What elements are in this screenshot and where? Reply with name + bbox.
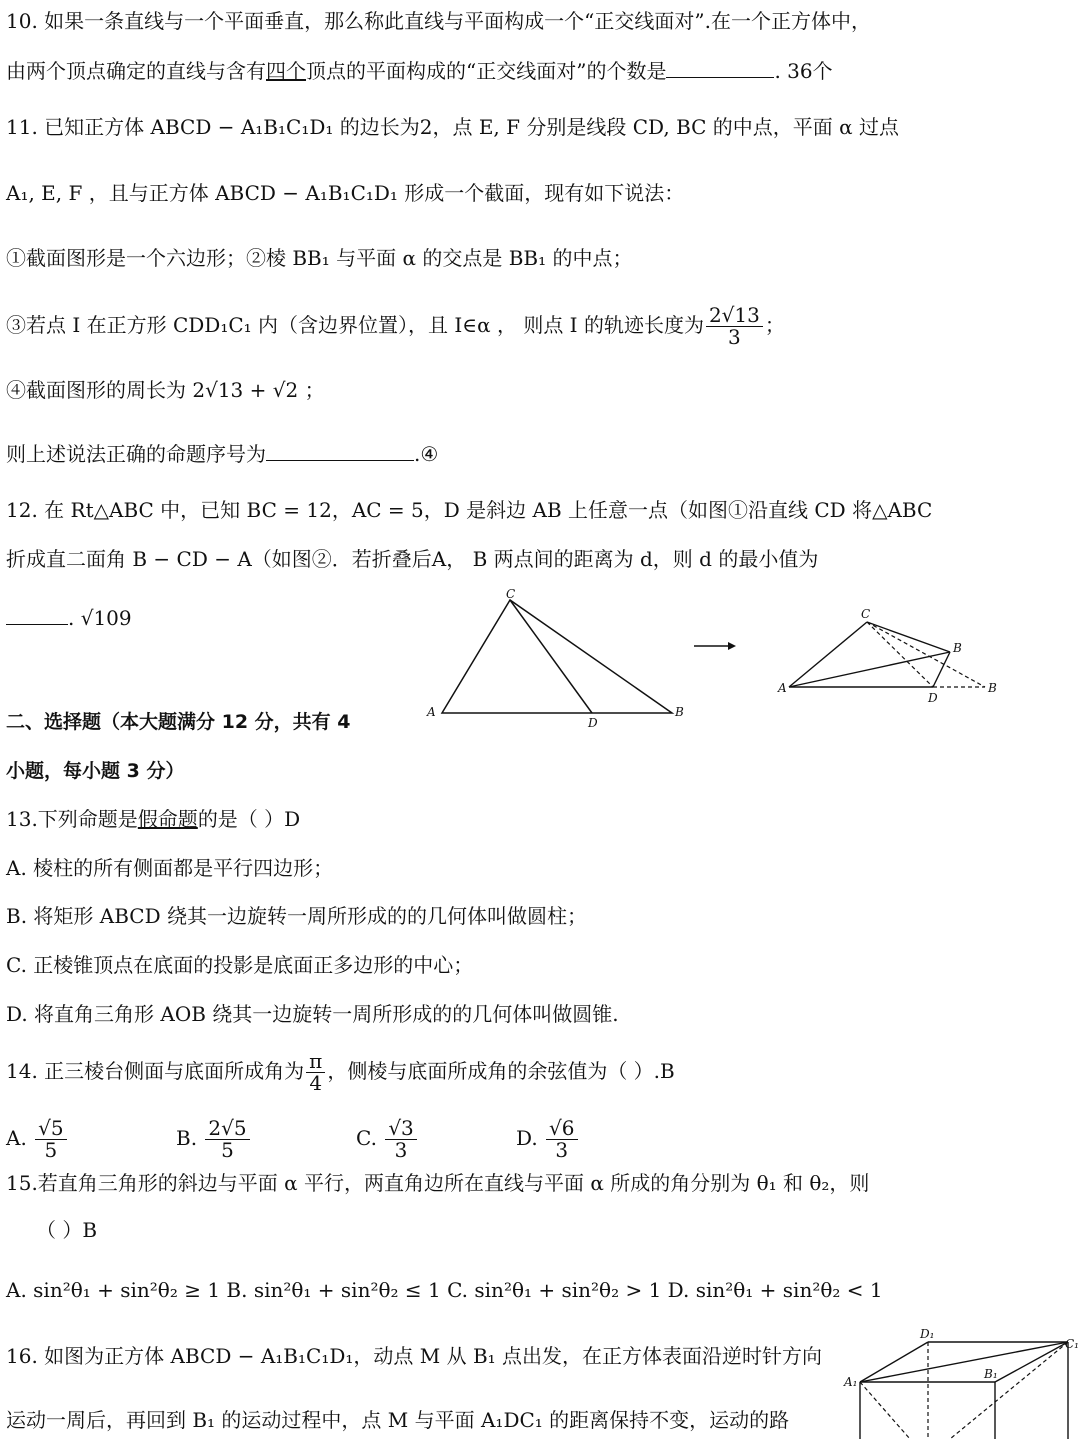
q11-statement-3-text: ③若点 I 在正方形 CDD₁C₁ 内（含边界位置），且 I∈α ， 则点 I 的轨迹长度为 xyxy=(6,313,704,337)
q15-line2: （ ）B xyxy=(36,1218,98,1242)
label-b1: B₁ xyxy=(984,1367,998,1381)
q14-option-c-label: C. xyxy=(356,1126,377,1150)
q14-option-c-num: √3 xyxy=(385,1118,416,1140)
edge-ca xyxy=(789,622,867,687)
q14-option-b-label: B. xyxy=(176,1126,198,1150)
section-2-heading-line1: 二、选择题（本大题满分 12 分，共有 4 xyxy=(6,711,351,733)
q10-answer: . 36个 xyxy=(774,59,833,83)
q10-line2 xyxy=(6,56,833,86)
diagonal-a1d-hidden xyxy=(860,1382,910,1439)
edge-ab xyxy=(789,652,950,687)
q12-figure-1 xyxy=(420,588,690,733)
q11-line1: 11. 已知正方体 ABCD − A₁B₁C₁D₁ 的边长为2，点 E, F 分别是线段 CD, BC 的中点，平面 α 过点 xyxy=(6,115,900,139)
diagonal-c1d-hidden xyxy=(950,1342,1068,1439)
q13-option-d: D. 将直角三角形 AOB 绕其一边旋转一周所形成的的几何体叫做圆锥. xyxy=(6,1002,619,1026)
q14-option-c xyxy=(356,1110,516,1166)
q11-fraction-numerator: 2√13 xyxy=(706,305,763,327)
q14-option-d-den: 3 xyxy=(555,1138,569,1162)
q13-stem-post: 的是（ ）D xyxy=(197,807,301,831)
q14-option-c-den: 3 xyxy=(394,1138,408,1162)
q14-option-c-fraction xyxy=(385,1118,416,1161)
q10-underlined-word: 四个 xyxy=(266,59,306,83)
q13-option-b: B. 将矩形 ABCD 绕其一边旋转一周所形成的的几何体叫做圆柱； xyxy=(6,904,587,928)
q14-option-d-fraction xyxy=(546,1118,577,1161)
q11-statement-3 xyxy=(6,297,785,353)
q11-statement-4: ④截面图形的周长为 2√13 + √2 ； xyxy=(6,378,325,402)
q11-statement-1-2: ①截面图形是一个六边形；②棱 BB₁ 与平面 α 的交点是 BB₁ 的中点； xyxy=(6,246,633,270)
triangle-abc xyxy=(442,600,672,713)
q16-cube-figure xyxy=(840,1322,1080,1439)
q12-answer: . √109 xyxy=(68,606,132,630)
q14-angle-fraction xyxy=(306,1051,325,1094)
q14-option-d-num: √6 xyxy=(546,1118,577,1140)
edge-cb xyxy=(867,622,950,652)
q13-stem xyxy=(6,804,300,834)
q11-conclusion-text: 则上述说法正确的命题序号为 xyxy=(6,442,266,466)
q11-conclusion xyxy=(6,439,438,469)
edge-cd-dashed xyxy=(867,622,933,687)
label-b: B xyxy=(675,705,684,719)
q10-line2-pre: 由两个顶点确定的直线与含有 xyxy=(6,59,266,83)
q12-figure-2 xyxy=(775,600,1005,710)
q12-line2: 折成直二面角 B − CD − A（如图②．若折叠后A， B 两点间的距离为 d，则 d 的最小值为 xyxy=(6,547,819,571)
q15-options: A. sin²θ₁ + sin²θ₂ ≥ 1 B. sin²θ₁ + sin²θ₂ ≤ 1 C. sin²θ₁ + sin²θ₂ > 1 D. sin²θ₁ + sin²θ₂ < 1 xyxy=(6,1278,883,1302)
label-a: A xyxy=(778,681,787,695)
q14-option-d xyxy=(516,1110,676,1166)
q13-underlined-word: 假命题 xyxy=(137,807,198,831)
q11-answer: .④ xyxy=(414,442,439,466)
segment-cd xyxy=(510,600,592,713)
label-d1: D₁ xyxy=(920,1327,935,1341)
q10-line2-post: 顶点的平面构成的“正交线面对”的个数是 xyxy=(306,59,667,83)
label-d: D xyxy=(928,691,938,705)
q14-stem-pre: 14. 正三棱台侧面与底面所成角为 xyxy=(6,1059,305,1083)
q14-option-a-label: A. xyxy=(6,1126,27,1150)
q12-line3 xyxy=(6,603,132,633)
edge-cb-original-dashed xyxy=(867,622,985,687)
q14-stem-post: ，侧棱与底面所成角的余弦值为（ ）.B xyxy=(327,1059,675,1083)
q12-answer-blank xyxy=(6,624,68,625)
q14-option-a-den: 5 xyxy=(44,1138,58,1162)
q14-options xyxy=(6,1110,676,1166)
fold-arrow-icon xyxy=(690,638,740,654)
q11-statement-3-end: ； xyxy=(764,313,785,337)
q11-line2: A₁, E, F ，且与正方体 ABCD − A₁B₁C₁D₁ 形成一个截面，现有如下说法： xyxy=(6,181,685,205)
q14-option-d-label: D. xyxy=(516,1126,538,1150)
q13-option-a: A. 棱柱的所有侧面都是平行四边形； xyxy=(6,856,334,880)
label-c1: C₁ xyxy=(1065,1337,1079,1351)
q14-option-a-fraction xyxy=(35,1118,66,1161)
q14-angle-numerator: π xyxy=(306,1051,325,1073)
q14-option-a xyxy=(6,1110,176,1166)
q14-stem xyxy=(6,1044,675,1098)
edge-bd xyxy=(933,652,950,687)
q11-fraction xyxy=(706,305,763,348)
q14-option-b-den: 5 xyxy=(221,1138,234,1162)
section-2-heading-line2: 小题，每小题 3 分） xyxy=(6,760,185,782)
q16-line1: 16. 如图为正方体 ABCD − A₁B₁C₁D₁，动点 M 从 B₁ 点出发，在正方体表面沿逆时针方向 xyxy=(6,1344,823,1368)
q10-line1: 10. 如果一条直线与一个平面垂直，那么称此直线与平面构成一个“正交线面对”.在一个正方体中， xyxy=(6,9,871,33)
q10-answer-blank xyxy=(666,77,774,78)
q13-option-c: C. 正棱锥顶点在底面的投影是底面正多边形的中心； xyxy=(6,953,474,977)
q16-line2: 运动一周后，再回到 B₁ 的运动过程中，点 M 与平面 A₁DC₁ 的距离保持不变，运动的路 xyxy=(6,1408,790,1432)
q14-option-b xyxy=(176,1110,356,1166)
q14-option-b-num: 2√5 xyxy=(205,1118,249,1140)
q14-angle-denominator: 4 xyxy=(309,1071,323,1095)
edge-b1c1 xyxy=(995,1342,1068,1382)
label-a: A xyxy=(427,705,436,719)
q14-option-a-num: √5 xyxy=(35,1118,66,1140)
q15-line1: 15.若直角三角形的斜边与平面 α 平行，两直角边所在直线与平面 α 所成的角分别为 θ₁ 和 θ₂，则 xyxy=(6,1171,870,1195)
label-b-original: B xyxy=(988,681,997,695)
q11-fraction-denominator: 3 xyxy=(728,325,741,349)
label-a1: A₁ xyxy=(844,1375,858,1389)
q12-line1: 12. 在 Rt△ABC 中，已知 BC = 12，AC = 5，D 是斜边 AB 上任意一点（如图①沿直线 CD 将△ABC xyxy=(6,498,933,522)
diagonal-a1c1 xyxy=(860,1342,1068,1382)
q11-answer-blank xyxy=(266,460,414,461)
label-b-folded: B xyxy=(953,641,962,655)
label-c: C xyxy=(506,588,516,601)
q14-option-b-fraction xyxy=(205,1118,249,1161)
label-d: D xyxy=(588,716,598,730)
q13-stem-pre: 13.下列命题是 xyxy=(6,807,138,831)
label-c: C xyxy=(861,607,871,621)
